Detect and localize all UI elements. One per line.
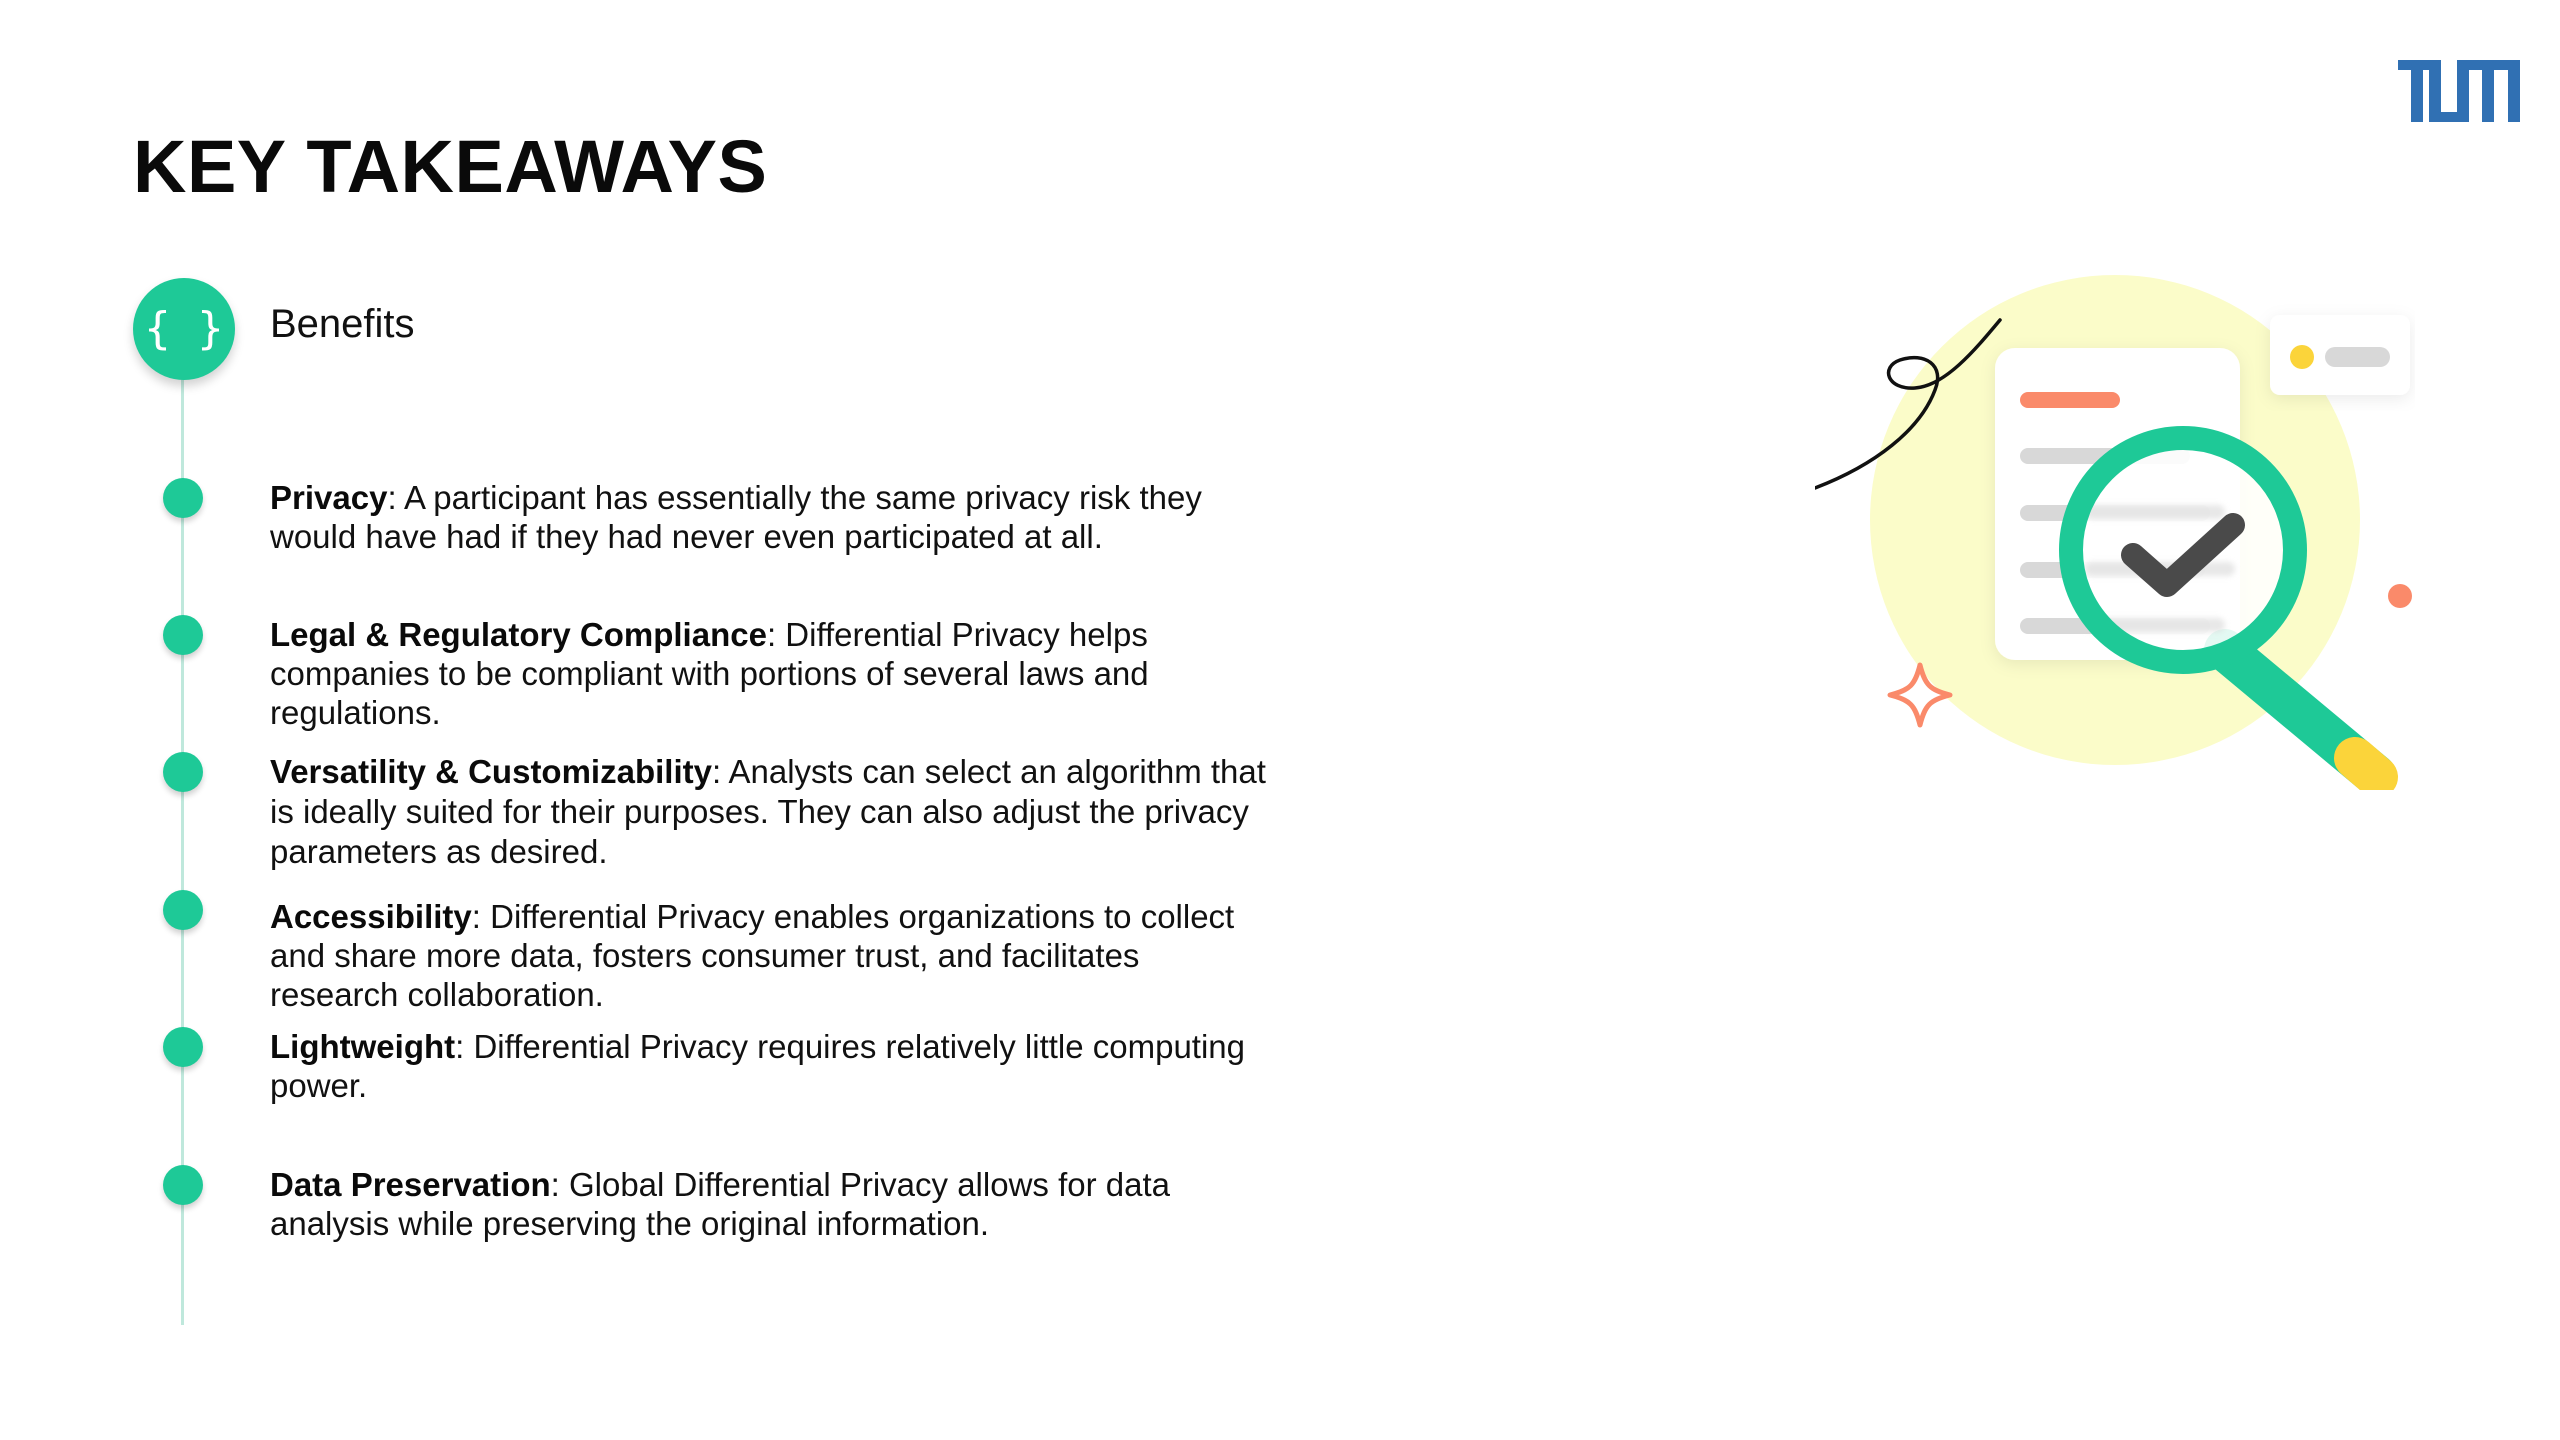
item-description: : Differential Privacy enables organizations to collect and share more data, fosters consumer trust, and facilitates research collaboration. [270,898,1235,1013]
page-title: KEY TAKEAWAYS [133,125,768,208]
item-term: Privacy [270,479,388,516]
list-item [270,752,1270,872]
list-item [270,1165,1270,1243]
tum-logo [2398,60,2520,122]
item-description: : Analysts can select an algorithm that is ideally suited for their purposes. They can also adjust the privacy parameters as desired. [270,753,1266,870]
item-term: Versatility & Customizability [270,753,712,790]
list-item [270,478,1270,556]
section-badge [133,278,235,380]
section-label: Benefits [270,302,415,346]
item-description: : Global Differential Privacy allows for data analysis while preserving the original information. [270,1166,1170,1242]
item-description: : Differential Privacy helps companies to be compliant with portions of several laws and regulations. [270,616,1149,731]
curly-braces-icon: { } [144,303,224,354]
list-item [270,615,1270,732]
item-term: Accessibility [270,898,472,935]
timeline-dot [163,478,203,518]
timeline-dot [163,1165,203,1205]
item-term: Legal & Regulatory Compliance [270,616,767,653]
timeline-dot [163,890,203,930]
magnifier-check-icon [1815,270,2415,790]
orange-dot [2388,584,2412,608]
timeline-dot [163,752,203,792]
item-description: : Differential Privacy requires relatively little computing power. [270,1028,1246,1104]
timeline-dot [163,1027,203,1067]
list-item [270,1027,1270,1105]
list-item [270,897,1270,1014]
timeline-dot [163,615,203,655]
item-term: Data Preservation [270,1166,551,1203]
item-description: : A participant has essentially the same privacy risk they would have had if they had never even participated at all. [270,479,1202,555]
item-term: Lightweight [270,1028,456,1065]
